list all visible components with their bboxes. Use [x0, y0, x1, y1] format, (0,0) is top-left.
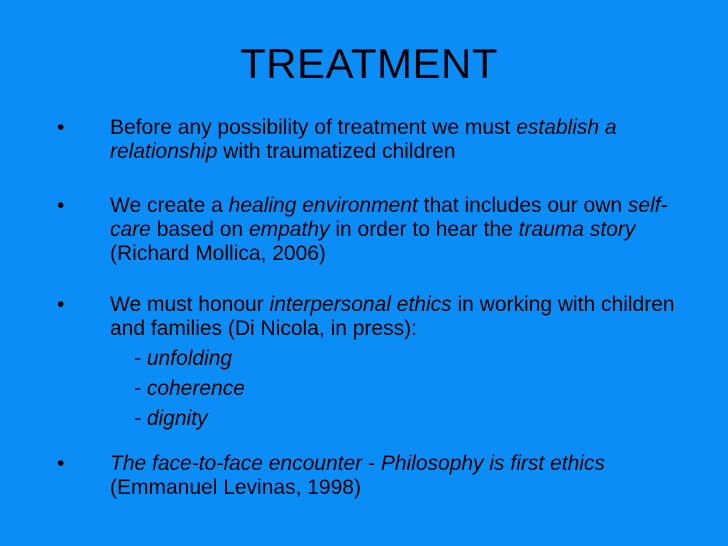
bullet-text — [110, 452, 690, 500]
emphasis-text: self-care — [110, 194, 668, 241]
emphasis-text: establish a relationship — [110, 116, 617, 163]
text-run: We must honour — [110, 293, 270, 316]
text-run: (Richard Mollica, 2006) — [110, 242, 326, 265]
emphasis-text: The face-to-face encounter — [110, 452, 363, 475]
bullet-item-interpersonal-ethics — [55, 293, 695, 431]
text-run: in working with children and families (Di Nicola, in press): — [110, 293, 675, 340]
slide-title: TREATMENT — [239, 40, 499, 87]
text-run: We create a — [110, 194, 229, 217]
bullet-text — [110, 194, 690, 266]
emphasis-text: Philosophy is first ethics — [380, 452, 605, 475]
bullet-icon: • — [57, 452, 65, 475]
emphasis-text: empathy — [248, 218, 330, 241]
bullet-item-relationship — [55, 116, 695, 164]
text-run: with traumatized children — [217, 140, 456, 163]
bullet-icon: • — [57, 116, 65, 139]
bullet-item-healing-environment — [55, 194, 695, 266]
text-run: (Emmanuel Levinas, 1998) — [110, 476, 361, 499]
emphasis-text: interpersonal ethics — [269, 293, 452, 316]
sub-item-dignity — [110, 407, 690, 431]
bullet-icon: • — [57, 293, 65, 316]
sub-item-text: - dignity — [134, 407, 208, 430]
text-run: based on — [150, 218, 249, 241]
text-run: Before any possibility of treatment we must — [110, 116, 517, 139]
bullet-text — [110, 116, 690, 164]
emphasis-text: trauma story — [518, 218, 636, 241]
sub-item-unfolding — [110, 347, 690, 371]
text-run: - — [362, 452, 381, 475]
bullet-item-face-to-face — [55, 452, 695, 500]
text-run: that includes our own — [417, 194, 628, 217]
bullet-icon: • — [57, 194, 65, 217]
emphasis-text: healing environment — [228, 194, 418, 217]
bullet-text — [110, 293, 690, 431]
sub-item-text: - unfolding — [134, 347, 233, 370]
sub-item-coherence — [110, 377, 690, 401]
text-run: in order to hear the — [329, 218, 519, 241]
sub-item-text: - coherence — [134, 377, 245, 400]
